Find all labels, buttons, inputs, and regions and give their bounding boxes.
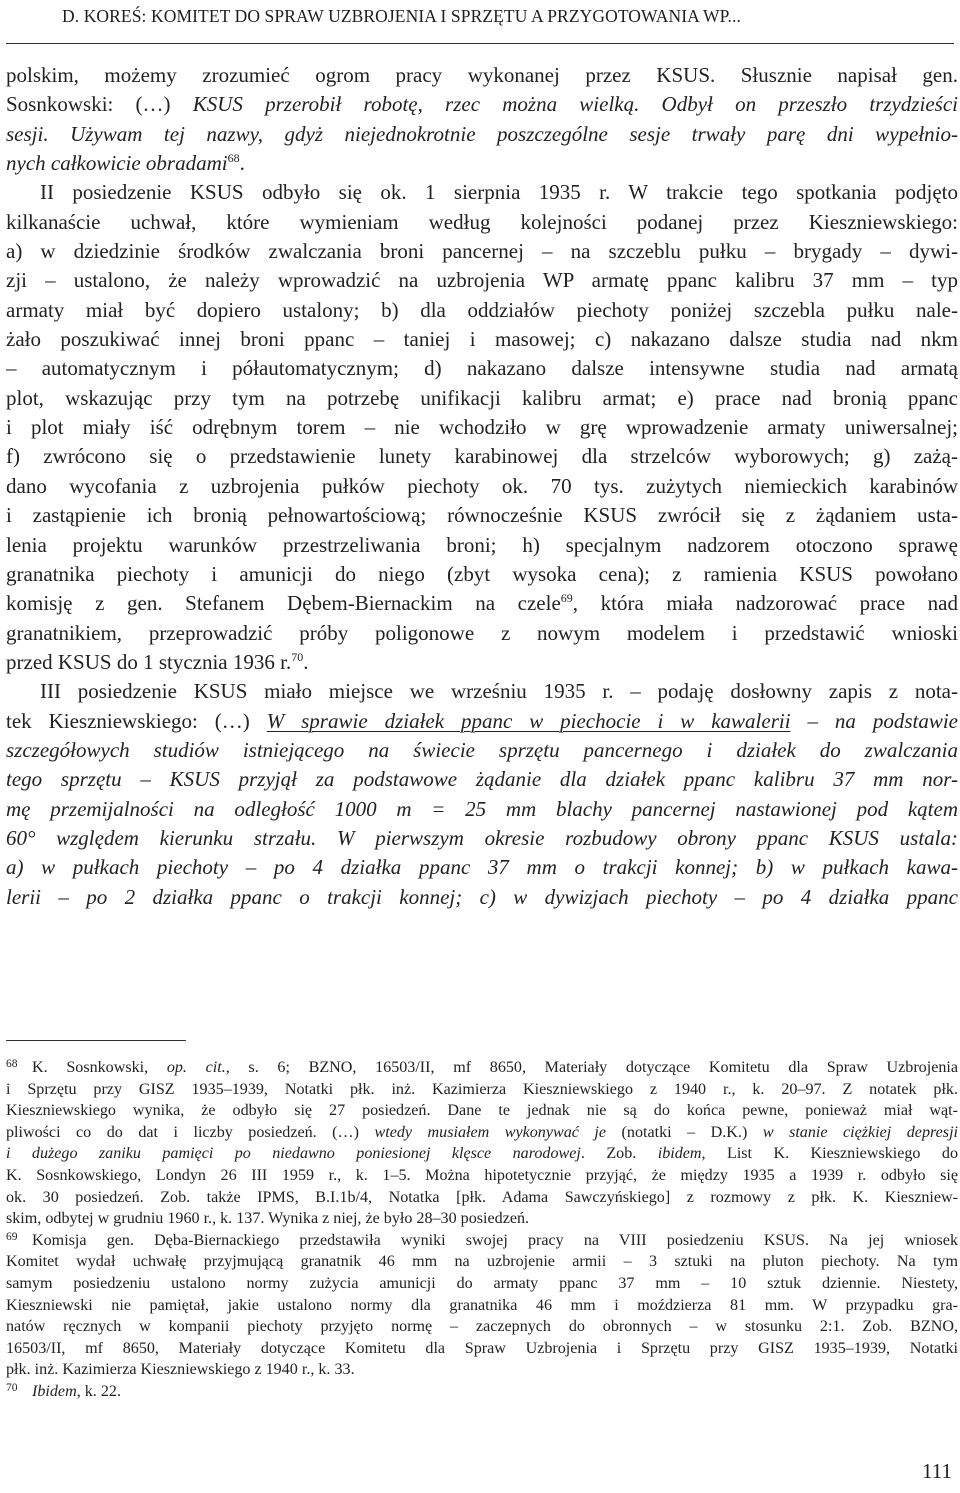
text-run: W sprawie działek ppanc w piechocie i w kawalerii — [266, 708, 791, 733]
footnote-line — [6, 1338, 958, 1360]
text-run: żało poszukiwać innej broni ppanc – taniej i masowej; c) nakazano dalsze studia nad nkm — [6, 327, 958, 352]
text-run: pliwości co do dat i liczby posiedzeń. (…) — [6, 1123, 375, 1141]
body-line — [6, 619, 958, 648]
body-line — [6, 208, 958, 237]
body-line — [6, 472, 958, 501]
body-line — [6, 765, 958, 794]
text-run: – na podstawie — [790, 708, 958, 733]
text-run: op. cit. — [166, 1059, 226, 1076]
body-text — [6, 61, 958, 912]
body-line — [6, 413, 958, 442]
text-run: Ibidem — [32, 1382, 77, 1400]
body-line — [6, 325, 958, 354]
footnotes — [6, 1057, 958, 1403]
footnote-rule — [6, 1040, 186, 1041]
text-run: . — [239, 151, 245, 176]
text-run: Komisja gen. Dęba-Biernackiego przedstawiła wyniki swojej pracy na VIII posiedzeniu KSUS. Na jej wniosek — [32, 1231, 958, 1249]
text-run: płk. inż. Kazimierza Kieszniewskiego z 1940 r., k. 33. — [6, 1361, 355, 1379]
text-run: i dużego zaniku pamięci po niedawno poniesionej klęsce narodowej — [6, 1145, 581, 1163]
text-run: a) w pułkach piechoty – po 4 działka ppanc 37 mm o trakcji konnej; b) w pułkach kawa- — [6, 855, 958, 880]
text-run: dano wycofania z uzbrojenia pułków piechoty ok. 70 tys. zużytych niemieckich karabinów — [6, 473, 958, 498]
body-line — [6, 707, 958, 736]
text-run: ok. 30 posiedzeń. Zob. także IPMS, B.I.1b/4, Notatka [płk. Adama Sawczyńskiego] z rozmowy z płk. K. Kieszniew- — [6, 1188, 958, 1206]
body-line — [6, 560, 958, 589]
footnote-line — [6, 1251, 958, 1273]
text-run: Kieszniewski nie pamiętał, jakie ustalono normy dla granatnika 46 mm i moździerza 81 mm. W przypadku gra- — [6, 1296, 958, 1314]
text-run: Sosnkowski: (…) — [6, 92, 193, 117]
text-run: II posiedzenie KSUS odbyło się ok. 1 sierpnia 1935 r. W trakcie tego spotkania podjęto — [40, 180, 958, 205]
text-run: 16503/II, mf 8650, Materiały dotyczące Komitetu dla Spraw Uzbrojenia i Sprzętu przy GISZ 1935–1939, Notatki — [6, 1339, 958, 1357]
text-run: , k. 22. — [76, 1382, 121, 1400]
page-number: 111 — [922, 1459, 952, 1483]
body-line — [6, 883, 958, 912]
text-run: natów ręcznych w kompanii piechoty przyjęto normę – zaczepnych do obronnych – w stosunku 2:1. Zob. BZNO, — [6, 1318, 958, 1336]
footnote-line — [6, 1208, 958, 1230]
footnote-line — [6, 1359, 958, 1381]
text-run: . Zob. — [580, 1145, 658, 1163]
body-line — [6, 824, 958, 853]
text-run: szczegółowych studiów istniejącego na świecie sprzętu pancernego i działek do zwalczania — [6, 737, 958, 762]
footnote-ref: 70 — [291, 649, 304, 664]
footnote-line — [6, 1165, 958, 1187]
footnote-line — [6, 1187, 958, 1209]
text-run: zji – ustalono, że należy wprowadzić na uzbrojenia WP armatę ppanc kalibru 37 mm – typ — [6, 268, 958, 293]
text-run: K. Sosnkowski, — [32, 1059, 167, 1076]
text-run: i plot miały iść odrębnym torem – nie wchodziło w grę wprowadzenie armaty uniwersalnej; — [6, 415, 958, 440]
running-head: D. KOREŚ: KOMITET DO SPRAW UZBROJENIA I SPRZĘTU A PRZYGOTOWANIA WP... — [62, 6, 741, 26]
body-line — [6, 442, 958, 471]
footnote-line — [6, 1295, 958, 1317]
text-run: armaty miał być dopiero ustalony; b) dla oddziałów piechoty poniżej szczebla pułku nale- — [6, 297, 958, 322]
text-run: w stanie ciężkiej depresji — [762, 1123, 958, 1141]
text-run: K. Sosnkowskiego, Londyn 26 III 1959 r., k. 1–5. Można hipotetycznie przyjąć, że między 1935 a 1939 r. odbyło się — [6, 1166, 958, 1184]
body-line — [6, 589, 958, 618]
text-run: , która miała nadzorować prace nad — [572, 591, 958, 616]
text-run: 60° względem kierunku strzału. W pierwszym okresie rozbudowy obrony ppanc KSUS ustala: — [6, 825, 958, 850]
header-rule — [6, 43, 954, 44]
text-run: przed KSUS do 1 stycznia 1936 r. — [6, 649, 292, 674]
text-run: , List K. Kieszniewskiego do — [701, 1145, 958, 1163]
body-line — [6, 736, 958, 765]
footnote-line: 70 Ibidem, k. 22. — [6, 1381, 121, 1400]
text-run: (notatki – D.K.) — [606, 1123, 763, 1141]
body-line — [6, 795, 958, 824]
text-run: lerii – po 2 działka ppanc o trakcji konnej; c) w dywizjach piechoty – po 4 działka ppanc — [6, 884, 958, 909]
text-run: – automatycznym i półautomatycznym; d) nakazano dalsze intensywne studia nad armatą — [6, 356, 958, 381]
text-run: KSUS przerobił robotę, rzec można wielką. Odbył on przeszło trzydzieści — [192, 92, 958, 117]
text-run: Kieszniewskiego wynika, że odbyło się 27 posiedzeń. Dane te jednak nie są do końca pewne, ponieważ miał wąt- — [6, 1102, 958, 1120]
body-line — [6, 149, 958, 178]
text-run: f) zwrócono się o przedstawienie lunety karabinowej dla strzelców wyborowych; g) zażą- — [6, 444, 958, 469]
footnote-line — [6, 1273, 958, 1295]
footnote-ref: 68 — [227, 151, 240, 166]
text-run: sesji. Używam tej nazwy, gdyż niejednokrotnie poszczególne sesje trwały parę dni wypełnio- — [6, 121, 958, 146]
body-line — [6, 237, 958, 266]
text-run: plot, wskazując przy tym na potrzebę unifikacji kalibru armat; e) prace nad bronią ppanc — [6, 385, 958, 410]
body-line — [6, 120, 958, 149]
body-line — [6, 61, 958, 90]
text-run: III posiedzenie KSUS miało miejsce we wrześniu 1935 r. – podaję dosłowny zapis z nota- — [40, 679, 958, 704]
text-run: tek Kieszniewskiego: (…) — [6, 708, 267, 733]
body-line — [6, 853, 958, 882]
text-run: lenia projektu warunków przestrzeliwania broni; h) specjalnym nadzorem otoczono sprawę — [6, 532, 958, 557]
body-line — [6, 501, 958, 530]
text-run: Komitet wydał uchwałę przyjmującą granatnik 46 mm na uzbrojenie armii – 3 sztuki na pluton piechoty. Na tym — [6, 1253, 958, 1271]
body-line — [6, 178, 958, 207]
text-run: granatnikiem, przeprowadzić próby poligonowe z nowym modelem i przedstawić wnioski — [6, 620, 958, 645]
footnote-line — [6, 1316, 958, 1338]
body-line — [6, 90, 958, 119]
text-run: polskim, możemy zrozumieć ogrom pracy wykonanej przez KSUS. Słusznie napisał gen. — [6, 63, 958, 87]
footnote-line — [6, 1122, 958, 1144]
body-line — [6, 266, 958, 295]
footnote-line — [6, 1143, 958, 1165]
footnote-ref: 69 — [560, 591, 573, 606]
text-run: kilkanaście uchwał, które wymieniam według kolejności podanej przez Kieszniewskiego: — [6, 209, 958, 234]
body-line — [6, 677, 958, 706]
body-line — [6, 384, 958, 413]
text-run: tego sprzętu – KSUS przyjął za podstawowe żądanie dla działek ppanc kalibru 37 mm nor- — [6, 767, 958, 792]
text-run: skim, odbytej w grudniu 1960 r., k. 137. Wynika z niej, że było 28–30 posiedzeń. — [6, 1210, 530, 1228]
footnote-line — [6, 1100, 958, 1122]
text-run: , s. 6; BZNO, 16503/II, mf 8650, Materiały dotyczące Komitetu dla Spraw Uzbrojenia — [225, 1059, 958, 1076]
text-run: wtedy musiałem wykonywać je — [374, 1123, 607, 1141]
text-run: komisję z gen. Stefanem Dębem-Biernackim na czele — [6, 591, 561, 616]
body-line — [6, 531, 958, 560]
text-run: i zastąpienie ich bronią pełnowartościową; równocześnie KSUS zwrócił się z żądaniem usta- — [6, 503, 958, 528]
footnote-line: 69 Komisja gen. Dęba-Biernackiego przedstawiła wyniki swojej pracy na VIII posiedzeniu KSUS. Na jej wniosek — [6, 1230, 958, 1249]
text-run: samym posiedzeniu ustalono normy zużycia amunicji do armaty ppanc 37 mm – 10 sztuk dziennie. Niestety, — [6, 1274, 958, 1292]
text-run: granatnika piechoty i amunicji do niego (zbyt wysoka cena); z ramienia KSUS powołano — [6, 561, 958, 586]
body-line — [6, 648, 958, 677]
footnote-line — [6, 1079, 958, 1101]
text-run: nych całkowicie obradami — [6, 151, 228, 176]
body-line — [6, 296, 958, 325]
body-line — [6, 354, 958, 383]
text-run: i Sprzętu przy GISZ 1935–1939, Notatki płk. inż. Kazimierza Kieszniewskiego z 1940 r., k. 20–97. Z notatek płk. — [6, 1080, 958, 1098]
text-run: . — [303, 649, 309, 674]
text-run: a) w dziedzinie środków zwalczania broni pancernej – na szczeblu pułku – brygady – dywi- — [6, 239, 958, 264]
footnote-line: 68 K. Sosnkowski, op. cit., s. 6; BZNO, 16503/II, mf 8650, Materiały dotyczące Komitetu dla Spraw Uzbrojenia — [6, 1058, 958, 1076]
text-run: ibidem — [657, 1145, 702, 1163]
text-run: mę przemijalności na odległość 1000 m = 25 mm blachy pancernej nastawionej pod kątem — [6, 796, 958, 821]
